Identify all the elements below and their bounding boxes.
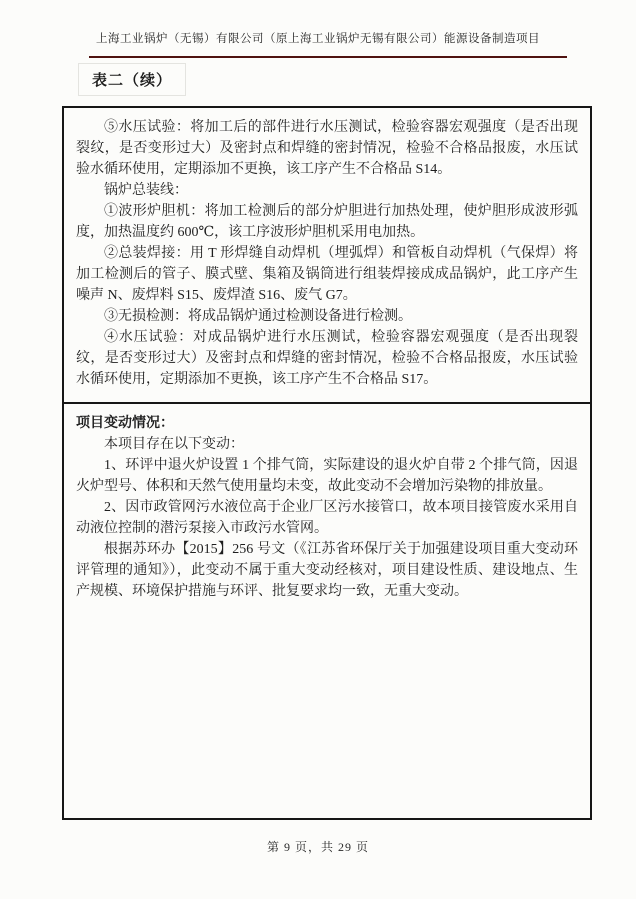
paragraph-change-intro: 本项目存在以下变动： bbox=[104, 437, 244, 452]
paragraph-hydro-test-s17: ④水压试验：对成品锅炉进行水压测试，检验容器宏观强度（是否出现裂纹，是否变形过大）及密封点和焊缝的密封情况，检验不合格品报废，水压试验水循环使用，定期添加不更换，该工序产生不合格品 S17。 bbox=[76, 330, 578, 387]
project-change-cell bbox=[64, 404, 590, 818]
form-table bbox=[62, 106, 592, 820]
header-divider-rule bbox=[89, 56, 567, 58]
paragraph-change-conclusion: 根据苏环办【2015】256 号文（《江苏省环保厅关于加强建设项目重大变动环评管理的通知》），此变动不属于重大变动经核对，项目建设性质、建设地点、生产规模、环境保护措施与环评、批复要求均一致，无重大变动。 bbox=[76, 542, 578, 599]
paragraph-wave-furnace: ①波形炉胆机：将加工检测后的部分炉胆进行加热处理，使炉胆形成波形弧度，加热温度约 600℃，该工序波形炉胆机采用电加热。 bbox=[76, 204, 578, 240]
page-number-footer: 第 9 页，共 29 页 bbox=[266, 840, 369, 854]
paragraph-assembly-welding: ②总装焊接：用 T 形焊缝自动焊机（埋弧焊）和管板自动焊机（气保焊）将加工检测后的管子、膜式壁、集箱及锅筒进行组装焊接成成品锅炉，此工序产生噪声 N、废焊料 S15、废焊渣 S16、废气 G7。 bbox=[76, 246, 578, 303]
section-heading-project-change: 项目变动情况： bbox=[76, 416, 174, 431]
paragraph-change-2: 2、因市政管网污水液位高于企业厂区污水接管口，故本项目接管废水采用自动液位控制的潜污泵接入市政污水管网。 bbox=[76, 500, 578, 536]
paragraph-assembly-line-title: 锅炉总装线： bbox=[104, 183, 188, 198]
paragraph-change-1: 1、环评中退火炉设置 1 个排气筒，实际建设的退火炉自带 2 个排气筒，因退火炉型号、体积和天然气使用量均未变，故此变动不会增加污染物的排放量。 bbox=[76, 458, 578, 494]
table-label: 表二（续） bbox=[78, 63, 186, 96]
paragraph-hydro-test-s14: ⑤水压试验：将加工后的部件进行水压测试，检验容器宏观强度（是否出现裂纹，是否变形过大）及密封点和焊缝的密封情况，检验不合格品报废，水压试验水循环使用，定期添加不更换，该工序产生不合格品 S14。 bbox=[76, 120, 578, 177]
document-header-title: 上海工业锅炉（无锡）有限公司（原上海工业锅炉无锡有限公司）能源设备制造项目 bbox=[96, 33, 540, 45]
paragraph-ndt-inspection: ③无损检测：将成品锅炉通过检测设备进行检测。 bbox=[104, 309, 412, 324]
process-description-cell bbox=[64, 108, 590, 404]
